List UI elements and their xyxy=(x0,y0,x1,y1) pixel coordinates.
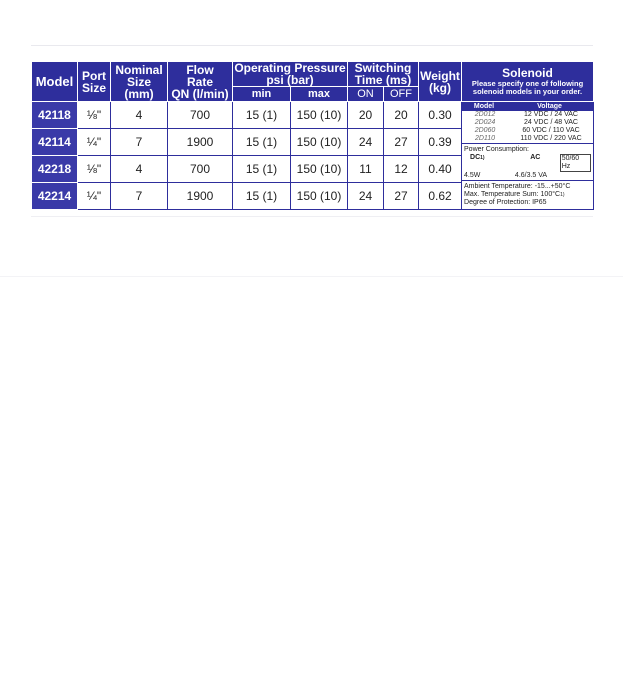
solenoid-model: 2D060 xyxy=(474,127,496,134)
row-nominal: 4 xyxy=(111,156,168,183)
row-weight: 0.62 xyxy=(419,183,462,210)
row-weight: 0.30 xyxy=(419,102,462,129)
flow-rate-header: Flow Rate QN (l/min) xyxy=(168,62,233,102)
row-min: 15 (1) xyxy=(233,102,291,129)
pressure-min-header: min xyxy=(233,87,291,102)
row-model: 42214 xyxy=(32,183,78,210)
top-divider xyxy=(31,45,593,46)
row-on: 24 xyxy=(348,129,384,156)
row-on: 11 xyxy=(348,156,384,183)
voltage-table xyxy=(462,102,593,143)
table-row xyxy=(32,102,594,129)
nominal-size-header: Nominal Size (mm) xyxy=(111,62,168,102)
switching-time-header: Switching Time (ms) xyxy=(348,62,419,87)
dc-label: DC xyxy=(470,154,481,161)
row-min: 15 (1) xyxy=(233,129,291,156)
solenoid-note-2: solenoid models in your order. xyxy=(472,87,583,96)
row-model: 42114 xyxy=(32,129,78,156)
solenoid-voltage: 110 VDC / 220 VAC xyxy=(520,135,582,142)
solenoid-details xyxy=(462,102,594,210)
solenoid-voltage: 60 VDC / 110 VAC xyxy=(522,127,580,134)
solenoid-voltage: 24 VDC / 48 VAC xyxy=(524,119,578,126)
row-port: ¼" xyxy=(78,183,111,210)
row-max: 150 (10) xyxy=(291,102,348,129)
valve-spec-table xyxy=(31,61,594,210)
row-nominal: 4 xyxy=(111,102,168,129)
operating-pressure-header: Operating Pressure psi (bar) xyxy=(234,61,346,87)
degree-of-protection: Degree of Protection: IP65 xyxy=(464,199,547,206)
row-min: 15 (1) xyxy=(233,156,291,183)
solenoid-title: Solenoid xyxy=(502,66,553,80)
port-size-header: Port Size xyxy=(78,62,111,102)
frequency-badge: 50/60 Hz xyxy=(560,154,591,172)
environment-info xyxy=(462,180,593,209)
row-off: 27 xyxy=(384,183,419,210)
solenoid-model: 2D012 xyxy=(474,111,496,118)
row-port: ⅛" xyxy=(78,102,111,129)
row-nominal: 7 xyxy=(111,129,168,156)
solenoid-model: 2D024 xyxy=(474,119,496,126)
time-on-header: ON xyxy=(348,87,384,102)
list-item xyxy=(462,135,593,143)
row-weight: 0.40 xyxy=(419,156,462,183)
power-label: Power Consumption: xyxy=(464,146,529,153)
voltage-header: Voltage xyxy=(506,102,593,111)
row-flow: 1900 xyxy=(168,129,233,156)
bottom-divider xyxy=(31,216,593,217)
list-item xyxy=(462,127,593,135)
row-off: 27 xyxy=(384,129,419,156)
max-temp-footnote: 1) xyxy=(560,192,565,198)
row-weight: 0.39 xyxy=(419,129,462,156)
row-min: 15 (1) xyxy=(233,183,291,210)
ac-label: AC xyxy=(530,154,541,161)
row-model: 42218 xyxy=(32,156,78,183)
row-max: 150 (10) xyxy=(291,129,348,156)
dc-value: 4.5W xyxy=(464,172,481,179)
time-off-header: OFF xyxy=(384,87,419,102)
ac-value: 4.6/3.5 VA xyxy=(514,172,548,179)
row-model: 42118 xyxy=(32,102,78,129)
row-max: 150 (10) xyxy=(291,156,348,183)
pressure-max-header: max xyxy=(291,87,348,102)
list-item xyxy=(462,111,593,119)
solenoid-header xyxy=(462,62,594,102)
row-flow: 700 xyxy=(168,102,233,129)
row-port: ¼" xyxy=(78,129,111,156)
solenoid-note-1: Please specify one of following xyxy=(471,79,584,88)
max-temperature: Max. Temperature Sum: 100°C xyxy=(464,191,561,198)
weight-header: Weight (kg) xyxy=(419,62,462,102)
row-nominal: 7 xyxy=(111,183,168,210)
row-max: 150 (10) xyxy=(291,183,348,210)
list-item xyxy=(462,119,593,127)
row-off: 20 xyxy=(384,102,419,129)
row-port: ⅛" xyxy=(78,156,111,183)
row-flow: 700 xyxy=(168,156,233,183)
row-on: 20 xyxy=(348,102,384,129)
model-header: Model xyxy=(32,62,78,102)
row-off: 12 xyxy=(384,156,419,183)
ambient-temperature: Ambient Temperature: -15...+50°C xyxy=(464,183,571,190)
lower-divider xyxy=(0,276,623,277)
row-on: 24 xyxy=(348,183,384,210)
dc-footnote: 1) xyxy=(480,155,485,161)
solenoid-voltage: 12 VDC / 24 VAC xyxy=(524,111,578,118)
row-flow: 1900 xyxy=(168,183,233,210)
power-consumption xyxy=(462,143,593,180)
voltage-model-header: Model xyxy=(462,102,506,111)
solenoid-model: 2D110 xyxy=(474,135,496,142)
